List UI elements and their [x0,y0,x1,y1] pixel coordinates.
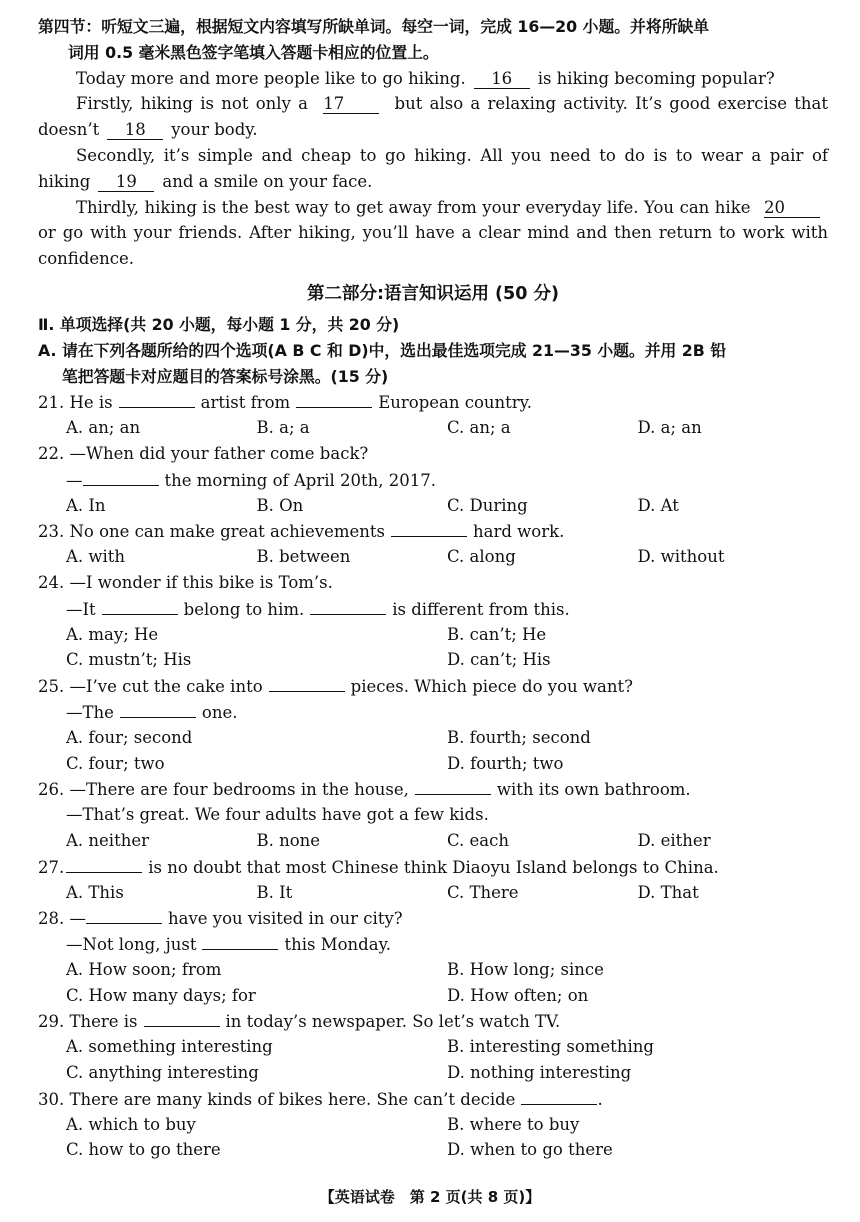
question-22-response [38,467,828,493]
option-b[interactable]: B. none [256,830,321,850]
option-d[interactable]: D. How often; on [447,985,589,1005]
question-text: —It [66,599,96,619]
passage-line-8: confidence. [38,249,135,269]
question-28-stem [38,905,828,931]
question-text: 30. There are many kinds of bikes here. She can’t decide [38,1089,516,1109]
option-d[interactable]: D. when to go there [447,1140,613,1160]
passage-text: is hiking becoming popular? [537,68,775,88]
passage-line-7: or go with your friends. After hiking, you’ll have a clear mind and then return to work with [38,223,828,243]
question-29-options-row2 [38,1060,828,1086]
question-blank[interactable] [310,596,386,615]
question-text: one. [201,702,238,722]
option-b[interactable]: B. where to buy [447,1114,580,1134]
option-b[interactable]: B. On [256,495,304,515]
passage-text: but also a relaxing activity. It’s good exercise that [394,94,828,114]
question-text: the morning of April 20th, 2017. [164,470,437,490]
question-30-stem [38,1086,828,1112]
option-a[interactable]: A. This [66,882,124,902]
question-blank[interactable] [415,776,491,795]
option-b[interactable]: B. It [256,882,293,902]
option-c[interactable]: C. During [447,495,528,515]
question-30-options-row2 [38,1137,828,1163]
option-a[interactable]: A. with [66,547,126,567]
question-28-response [38,931,828,957]
passage-text: your body. [171,120,258,140]
question-29-stem [38,1008,828,1034]
question-text: 29. There is [38,1012,138,1032]
question-text: pieces. Which piece do you want? [350,677,633,697]
question-25-stem [38,673,828,699]
question-21-stem [38,389,828,415]
exam-page [38,14,828,1163]
answer-blank-17[interactable]: 17 [323,95,379,114]
passage-text: Firstly, hiking is not only a [76,94,308,114]
option-c[interactable]: C. along [447,547,516,567]
option-d[interactable]: D. a; an [637,418,702,438]
option-a[interactable]: A. In [66,495,106,515]
answer-blank-16[interactable]: 16 [474,70,530,89]
question-blank[interactable] [296,389,372,408]
option-a[interactable]: A. may; He [66,624,159,644]
section4-heading-line2: 词用 0.5 毫米黑色签字笔填入答题卡相应的位置上。 [68,42,439,62]
question-blank[interactable] [120,699,196,718]
option-c[interactable]: C. How many days; for [66,985,256,1005]
question-24-response [38,596,828,622]
question-21-options [38,415,828,441]
option-b[interactable]: B. How long; since [447,959,604,979]
section-a-instructions-line1: A. 请在下列各题所给的四个选项(A B C 和 D)中，选出最佳选项完成 21—35 小题。并用 2B 铅 [38,340,727,360]
question-24-options-row1 [38,622,828,648]
question-blank[interactable] [269,673,345,692]
question-blank[interactable] [144,1008,220,1027]
option-b[interactable]: B. can’t; He [447,624,547,644]
passage-text: and a smile on your face. [162,171,373,191]
question-text: —The [66,702,114,722]
passage-line-3 [38,117,828,143]
question-24-stem: 24. —I wonder if this bike is Tom’s. [38,572,333,592]
question-blank[interactable] [202,931,278,950]
passage-text: Thirdly, hiking is the best way to get away from your everyday life. You can hike [76,197,751,217]
question-text: is no doubt that most Chinese think Diaoyu Island belongs to China. [148,857,719,877]
question-text: — [66,470,83,490]
passage-text: doesn’t [38,120,100,140]
question-text: 28. — [38,909,86,929]
question-27-stem [38,854,828,880]
option-d[interactable]: D. can’t; His [447,650,551,670]
question-28-options-row2 [38,983,828,1009]
question-text: —Not long, just [66,935,197,955]
question-text: this Monday. [284,935,391,955]
question-text: 21. He is [38,393,113,413]
question-30-options-row1 [38,1112,828,1138]
question-29-options-row1 [38,1034,828,1060]
question-26-response: —That’s great. We four adults have got a few kids. [66,805,489,825]
option-a[interactable]: A. four; second [66,727,193,747]
option-b[interactable]: B. between [256,547,351,567]
question-22-stem: 22. —When did your father come back? [38,443,369,463]
option-c[interactable]: C. anything interesting [66,1063,259,1083]
question-22-options [38,493,828,519]
answer-blank-20[interactable]: 20 [764,199,820,218]
question-blank[interactable] [66,854,142,873]
option-c[interactable]: C. There [447,882,519,902]
option-b[interactable]: B. a; a [256,418,310,438]
question-text: artist from [200,393,291,413]
question-text: in today’s newspaper. So let’s watch TV. [225,1012,561,1032]
option-c[interactable]: C. each [447,830,509,850]
question-text: 23. No one can make great achievements [38,522,386,542]
question-25-options-row2 [38,751,828,777]
passage-line-4: Secondly, it’s simple and cheap to go hiking. All you need to do is to wear a pair of [76,145,828,165]
section-a-instructions-line2: 笔把答题卡对应题目的答案标号涂黑。(15 分) [62,366,389,386]
question-23-stem [38,518,828,544]
passage-text: hiking [38,171,91,191]
option-b[interactable]: B. interesting something [447,1037,654,1057]
question-text: 26. —There are four bedrooms in the house, [38,780,409,800]
question-blank[interactable] [86,905,162,924]
option-c[interactable]: C. an; a [447,418,511,438]
question-text: 25. —I’ve cut the cake into [38,677,263,697]
question-26-options [38,828,828,854]
option-b[interactable]: B. fourth; second [447,727,591,747]
section4-heading-line1: 第四节：听短文三遍，根据短文内容填写所缺单词。每空一词，完成 16—20 小题。并将所缺单 [38,17,710,36]
option-d[interactable]: D. At [637,495,679,515]
question-25-response [38,699,828,725]
question-25-options-row1 [38,725,828,751]
option-a[interactable]: A. neither [66,830,149,850]
option-c[interactable]: C. mustn’t; His [66,650,192,670]
option-c[interactable]: C. how to go there [66,1140,221,1160]
question-text: 27. [38,857,65,877]
passage-line-5 [38,169,828,195]
question-text: have you visited in our city? [168,909,403,929]
question-blank[interactable] [391,518,467,537]
question-text: . [597,1089,603,1109]
option-a[interactable]: A. something interesting [66,1037,273,1057]
question-28-options-row1 [38,957,828,983]
question-blank[interactable] [521,1086,597,1105]
answer-blank-19[interactable]: 19 [98,173,154,192]
question-24-options-row2 [38,647,828,673]
question-26-stem [38,776,828,802]
option-a[interactable]: A. How soon; from [66,959,222,979]
question-text: with its own bathroom. [496,780,691,800]
passage-line-6 [38,195,828,221]
question-text: belong to him. [183,599,305,619]
option-d[interactable]: D. without [637,547,725,567]
question-text: is different from this. [392,599,570,619]
option-d[interactable]: D. fourth; two [447,753,564,773]
page-footer: 【英语试卷 第 2 页(共 8 页)】 [319,1188,541,1206]
option-d[interactable]: D. nothing interesting [447,1063,632,1083]
question-text: European country. [378,393,533,413]
question-23-options [38,544,828,570]
question-blank[interactable] [102,596,178,615]
option-a[interactable]: A. an; an [66,418,141,438]
question-blank[interactable] [83,467,159,486]
question-text: hard work. [473,522,565,542]
passage-line-1 [38,66,828,92]
option-a[interactable]: A. which to buy [66,1114,196,1134]
option-d[interactable]: D. either [637,830,711,850]
answer-blank-18[interactable]: 18 [107,121,163,140]
section-single-choice-heading: Ⅱ. 单项选择(共 20 小题，每小题 1 分，共 20 分) [38,314,400,334]
passage-line-2 [38,91,828,117]
option-c[interactable]: C. four; two [66,753,165,773]
question-blank[interactable] [119,389,195,408]
question-27-options [38,880,828,906]
option-d[interactable]: D. That [637,882,699,902]
part2-title: 第二部分:语言知识运用 (50 分) [306,283,560,304]
passage-text: Today more and more people like to go hiking. [76,68,466,88]
